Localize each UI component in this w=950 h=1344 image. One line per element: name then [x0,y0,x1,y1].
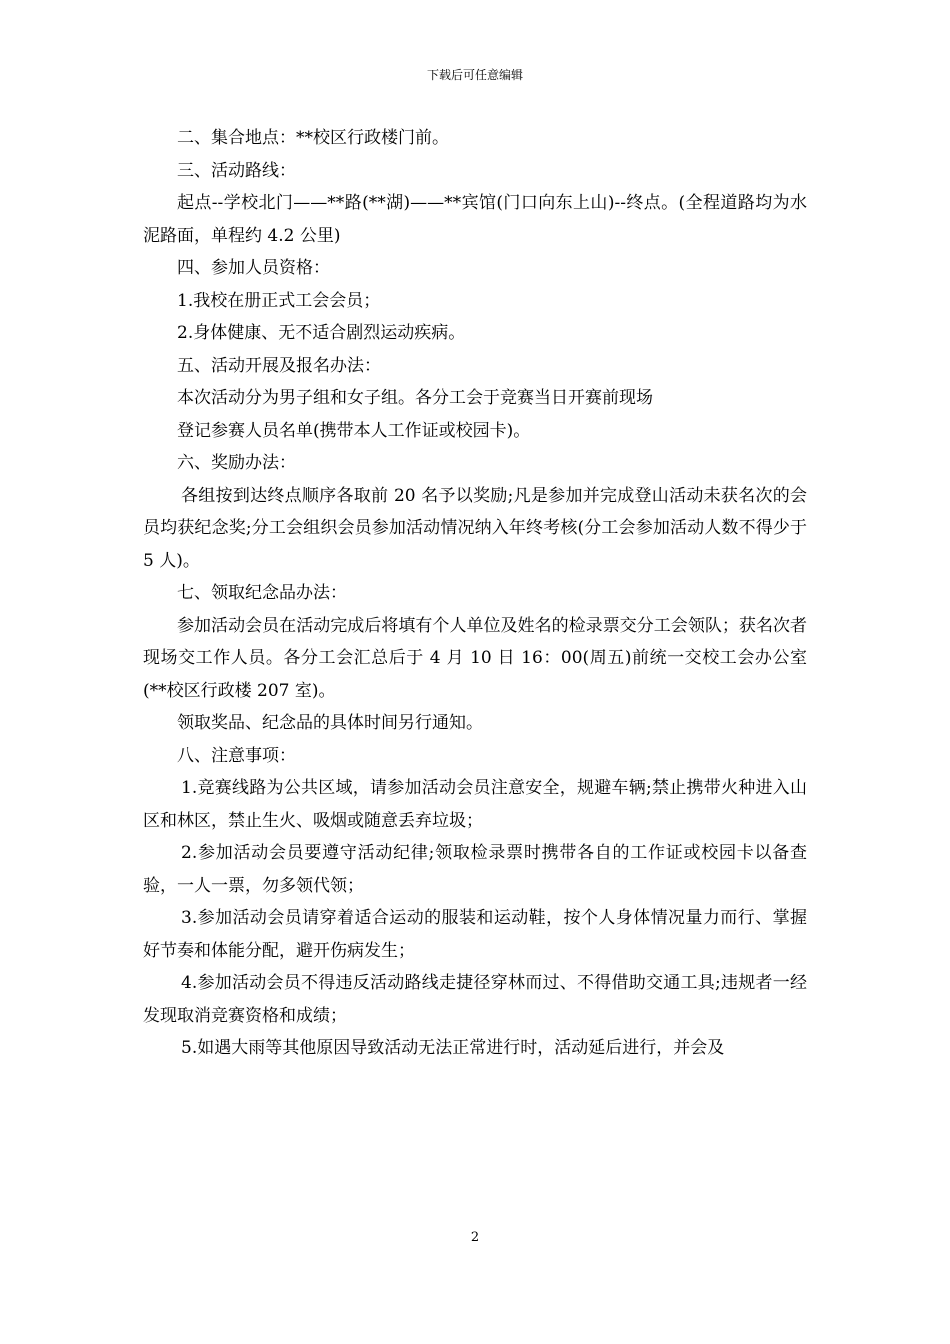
document-body [143,122,807,1065]
paragraph: 三、活动路线： [177,160,296,181]
paragraph: 二、集合地点：**校区行政楼门前。 [177,128,449,148]
paragraph: 七、领取纪念品办法： [177,583,347,603]
paragraph: 八、注意事项： [177,745,296,766]
paragraph: 2.参加活动会员要遵守活动纪律;领取检录票时携带各自的工作证或校园卡以备查验，一人一票，勿多领代领； [143,843,807,896]
page-number: 2 [470,1230,480,1245]
paragraph: 本次活动分为男子组和女子组。各分工会于竞赛当日开赛前现场 [177,388,653,408]
paragraph: 4.参加活动会员不得违反活动路线走捷径穿林而过、不得借助交通工具;违规者一经发现取消竞赛资格和成绩； [143,973,807,1026]
paragraph: 领取奖品、纪念品的具体时间另行通知。 [177,713,483,733]
paragraph: 1.竞赛线路为公共区域，请参加活动会员注意安全，规避车辆;禁止携带火种进入山区和林区，禁止生火、吸烟或随意丢弃垃圾； [143,778,807,831]
paragraph: 2.身体健康、无不适合剧烈运动疾病。 [177,323,466,343]
paragraph: 起点--学校北门——**路(**湖)——**宾馆(门口向东上山)--终点。(全程道路均为水泥路面，单程约 4.2 公里) [143,193,807,246]
paragraph: 各组按到达终点顺序各取前 20 名予以奖励;凡是参加并完成登山活动未获名次的会员均获纪念奖;分工会组织会员参加活动情况纳入年终考核(分工会参加活动人数不得少于 5 人)。 [143,485,807,571]
paragraph: 3.参加活动会员请穿着适合运动的服装和运动鞋，按个人身体情况量力而行、掌握好节奏和体能分配，避开伤病发生； [143,908,807,961]
paragraph: 登记参赛人员名单(携带本人工作证或校园卡)。 [177,420,531,441]
paragraph: 五、活动开展及报名办法： [177,355,381,376]
paragraph: 参加活动会员在活动完成后将填有个人单位及姓名的检录票交分工会领队；获名次者现场交工作人员。各分工会汇总后于 4 月 10 日 16：00(周五)前统一交校工会办公室(**校区行政楼 207 室)。 [143,615,807,701]
paragraph: 5.如遇大雨等其他原因导致活动无法正常进行时，活动延后进行，并会及 [181,1038,725,1058]
paragraph: 1.我校在册正式工会会员； [177,290,381,311]
page-header: 下载后可任意编辑 [426,68,523,82]
paragraph: 六、奖励办法： [177,453,296,473]
paragraph: 四、参加人员资格： [177,258,330,278]
